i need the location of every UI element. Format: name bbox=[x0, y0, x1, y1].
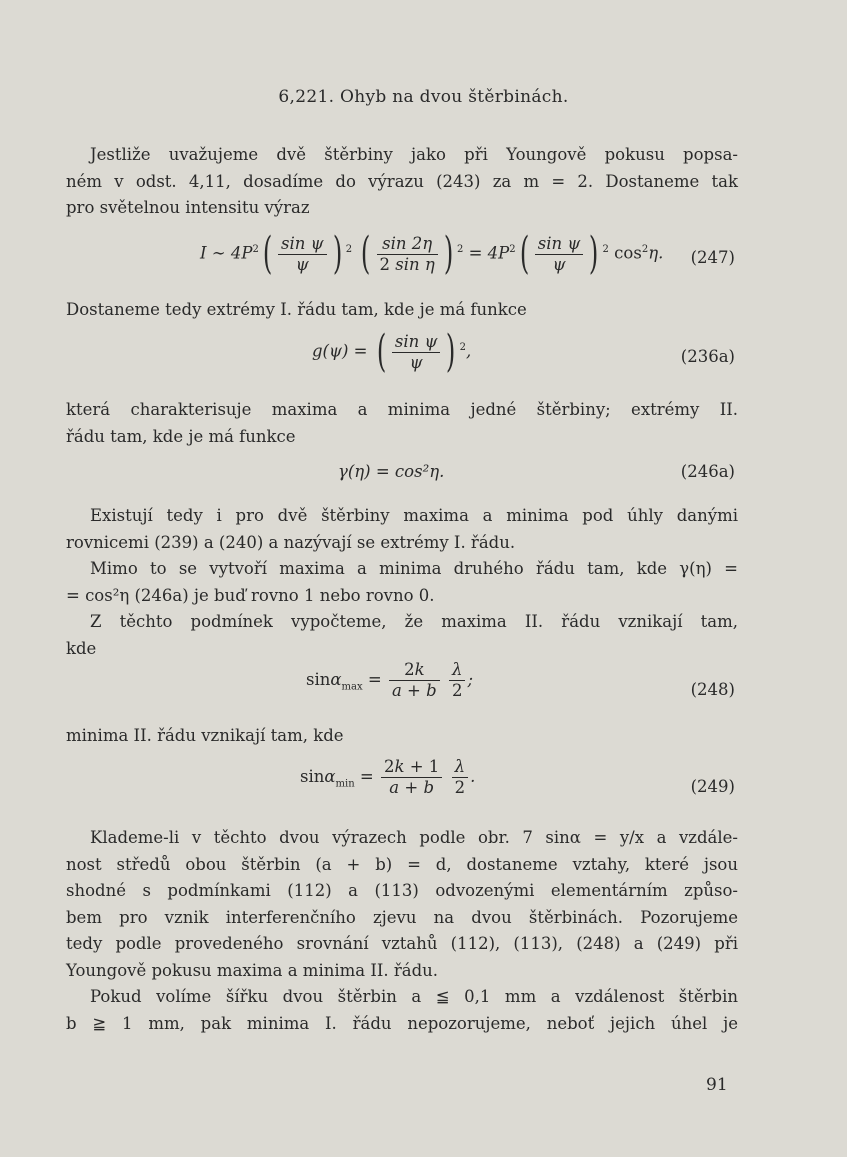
equation-247 bbox=[0, 228, 847, 292]
equation-248 bbox=[0, 660, 847, 716]
equation-number: (246a) bbox=[680, 462, 735, 481]
equation-number: (249) bbox=[690, 777, 735, 796]
equation-number: (248) bbox=[690, 680, 735, 699]
text-line: Dostaneme tedy extrémy I. řádu tam, kde je má funkce bbox=[66, 300, 527, 319]
text-line: ném v odst. 4,11, dosadíme do výrazu (243) za m = 2. Dostaneme tak bbox=[66, 171, 738, 191]
section-heading: 6,221. Ohyb na dvou štěrbinách. bbox=[278, 87, 569, 107]
intensity-formula: I ∼ $4P^2$( $\frac{\text{sin ψ}}{\psi}$ ) $^2$ ( $\frac{\sin 2\eta}{\text{2 sin η}}$ ) $^2 = 4P^2$( $\frac{\text{sin ψ}}{\psi}$ ) $^2$ $\cos^2\eta$. bbox=[200, 228, 664, 279]
sin-alpha-min-formula: sinα$_{min}$ = $\frac{2k + 1}{a + b}$ $\frac{\lambda}{2}$ . bbox=[300, 757, 476, 797]
text-line: řádu tam, kde je má funkce bbox=[66, 426, 296, 446]
paragraph-3 bbox=[66, 397, 738, 450]
text-line: kde bbox=[66, 638, 97, 658]
text-line: nost středů obou štěrbin (a + b) = d, dostaneme vztahy, které jsou bbox=[66, 854, 738, 874]
text-line: která charakterisuje maxima a minima jedné štěrbiny; extrémy II. bbox=[66, 400, 738, 419]
paragraph-6 bbox=[66, 825, 738, 1037]
paragraph-1 bbox=[66, 142, 738, 222]
text-line: rovnicemi (239) a (240) a nazývají se extrémy I. řádu. bbox=[66, 532, 516, 552]
equation-246a bbox=[0, 462, 847, 488]
text-line: pro světelnou intensitu výraz bbox=[66, 198, 310, 217]
text-line: tedy podle provedeného srovnání vztahů (112), (113), (248) a (249) při bbox=[66, 934, 738, 953]
gamma-function-formula: γ(η) = cos²η. bbox=[338, 462, 445, 481]
text-line: Klademe-li v těchto dvou výrazech podle obr. 7 sinα = y/x a vzdále- bbox=[90, 828, 738, 847]
page-number: 91 bbox=[706, 1075, 728, 1095]
text-line: shodné s podmínkami (112) a (113) odvozenými elementárním způso- bbox=[66, 881, 738, 900]
text-line: minima II. řádu vznikají tam, kde bbox=[66, 726, 344, 745]
equation-number: (236a) bbox=[680, 347, 735, 366]
text-line: Youngově pokusu maxima a minima II. řádu. bbox=[66, 960, 439, 980]
text-line: Pokud volíme šířku dvou štěrbin a ≦ 0,1 mm a vzdálenost štěrbin bbox=[90, 987, 738, 1006]
paragraph-2 bbox=[66, 297, 738, 324]
sin-alpha-max-formula: sinα$_{max}$ = $\frac{2k}{a + b}$ $\frac{\lambda}{2}$ ; bbox=[306, 660, 473, 700]
text-line: = cos²η (246a) je buď rovno 1 nebo rovno 0. bbox=[66, 585, 435, 605]
equation-236a bbox=[0, 326, 847, 390]
g-function-formula: g(ψ) = ( $\frac{\text{sin ψ}}{\psi}$ ) $^2$, bbox=[312, 326, 472, 377]
text-line: Jestliže uvažujeme dvě štěrbiny jako při Youngově pokusu popsa- bbox=[90, 145, 738, 164]
text-line: Mimo to se vytvoří maxima a minima druhého řádu tam, kde γ(η) = bbox=[90, 559, 738, 578]
equation-249 bbox=[0, 757, 847, 813]
text-line: bem pro vznik interferenčního zjevu na dvou štěrbinách. Pozorujeme bbox=[66, 907, 738, 927]
text-line: Existují tedy i pro dvě štěrbiny maxima a minima pod úhly danými bbox=[90, 506, 738, 525]
text-line: Z těchto podmínek vypočteme, že maxima II. řádu vznikají tam, bbox=[90, 612, 738, 631]
paragraph-4 bbox=[66, 503, 738, 662]
equation-number: (247) bbox=[690, 248, 735, 267]
paragraph-5 bbox=[66, 723, 738, 750]
text-line: b ≧ 1 mm, pak minima I. řádu nepozorujeme, neboť jejich úhel je bbox=[66, 1013, 738, 1033]
